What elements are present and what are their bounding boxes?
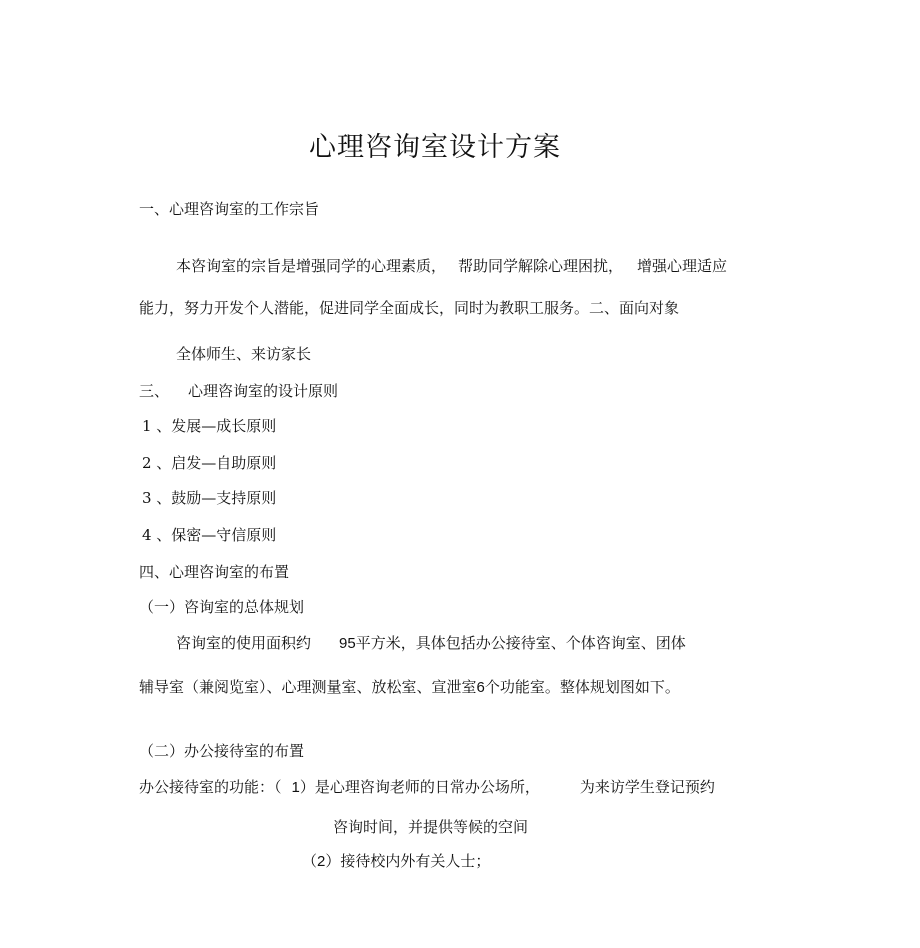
room-count-number: 6 (476, 679, 485, 696)
section-heading-layout: 四、心理咨询室的布置 (139, 563, 290, 581)
paragraph-purpose-line-1 (176, 256, 727, 276)
paragraph-purpose-line-2: 能力，努力开发个人潜能，促进同学全面成长，同时为教职工服务。二、面向对象 (139, 299, 680, 317)
text-run: 为来访学生登记预约 (579, 778, 715, 796)
text-run: 增强心理适应 (637, 257, 728, 275)
paragraph-plan-line-1 (176, 633, 686, 654)
text-run: 本咨询室的宗旨是增强同学的心理素质， (176, 257, 447, 275)
subsection-heading-overall-plan: （一）咨询室的总体规划 (139, 598, 305, 616)
text-run: ）是心理咨询老师的日常办公场所， (299, 778, 540, 796)
text-run: 帮助同学解除心理困扰， (458, 257, 624, 275)
list-number: 1 (291, 779, 300, 796)
principle-item: 3 、鼓励—支持原则 (142, 489, 277, 507)
principle-item: 1 、发展—成长原则 (142, 417, 277, 435)
principle-item: 2 、启发—自助原则 (142, 454, 277, 472)
text-run: 个功能室。整体规划图如下。 (484, 678, 680, 696)
heading-number: 三、 (139, 382, 170, 400)
text-run: 咨询室的使用面积约 (176, 634, 312, 652)
text-run: 辅导室（兼阅览室）、心理测量室、放松室、宣泄室 (139, 678, 477, 696)
page-title: 心理咨询室设计方案 (309, 132, 561, 163)
paragraph-reception-line-3 (302, 851, 490, 872)
paragraph-reception-line-1 (139, 777, 715, 798)
text-run: ）接待校内外有关人士； (325, 852, 491, 870)
text-run: （ (302, 852, 318, 870)
paragraph-audience: 全体师生、来访家长 (176, 345, 312, 363)
section-heading-purpose: 一、心理咨询室的工作宗旨 (139, 200, 320, 218)
section-heading-principles (139, 381, 338, 401)
paragraph-reception-line-2: 咨询时间，并提供等候的空间 (333, 818, 529, 836)
subsection-heading-reception: （二）办公接待室的布置 (139, 742, 305, 760)
list-number: 2 (317, 853, 326, 870)
text-run: 办公接待室的功能：（ (139, 778, 282, 796)
text-run: 平方米，具体包括办公接待室、个体咨询室、团体 (355, 634, 686, 652)
paragraph-plan-line-2 (139, 677, 680, 698)
heading-text: 心理咨询室的设计原则 (188, 382, 339, 400)
area-number: 95 (339, 635, 356, 652)
principle-item: 4 、保密—守信原则 (142, 526, 277, 544)
